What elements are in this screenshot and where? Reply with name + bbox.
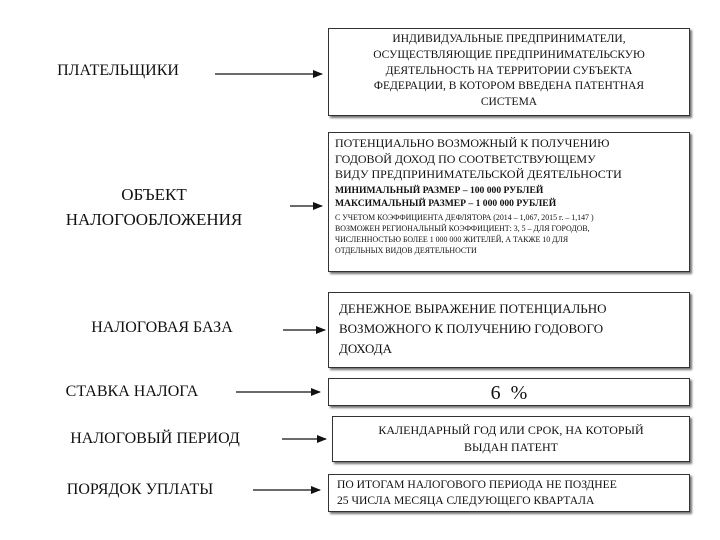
box-object-small-line: С УЧЕТОМ КОЭФФИЦИЕНТА ДЕФЛЯТОРА (2014 – 1,067, 2015 г. – 1,147 ) xyxy=(335,212,594,222)
label-tax-period: НАЛОГОВЫЙ ПЕРИОД xyxy=(70,430,240,447)
box-tax-rate: 6 % xyxy=(328,378,690,406)
label-payers: ПЛАТЕЛЬЩИКИ xyxy=(57,62,179,79)
label-object-line: ОБЪЕКТ xyxy=(121,185,187,204)
box-tax-period-line: КАЛЕНДАРНЫЙ ГОД ИЛИ СРОК, НА КОТОРЫЙ xyxy=(378,423,644,437)
label-object xyxy=(30,182,278,232)
box-object-small-line: ОТДЕЛЬНЫХ ВИДОВ ДЕЯТЕЛЬНОСТИ xyxy=(335,246,477,256)
box-object-line: ГОДОВОЙ ДОХОД ПО СООТВЕТСТВУЮЩЕМУ xyxy=(335,151,596,166)
box-tax-base-line: ДОХОДА xyxy=(339,341,392,356)
box-payment-order-line: ПО ИТОГАМ НАЛОГОВОГО ПЕРИОДА НЕ ПОЗДНЕЕ xyxy=(337,478,617,491)
box-object-line: ПОТЕНЦИАЛЬНО ВОЗМОЖНЫЙ К ПОЛУЧЕНИЮ xyxy=(335,136,610,150)
label-object-line: НАЛОГООБЛОЖЕНИЯ xyxy=(65,210,243,229)
box-object-bold-line: МИНИМАЛЬНЫЙ РАЗМЕР – 100 000 РУБЛЕЙ xyxy=(335,184,544,196)
label-tax-base: НАЛОГОВАЯ БАЗА xyxy=(91,319,233,336)
box-tax-base-line: ДЕНЕЖНОЕ ВЫРАЖЕНИЕ ПОТЕНЦИАЛЬНО xyxy=(339,301,607,316)
box-tax-base-line: ВОЗМОЖНОГО К ПОЛУЧЕНИЮ ГОДОВОГО xyxy=(339,321,604,336)
box-payers xyxy=(328,28,690,116)
box-payers-line: ОСУЩЕСТВЛЯЮЩИЕ ПРЕДПРИНИМАТЕЛЬСКУЮ xyxy=(373,48,645,61)
box-tax-period-line: ВЫДАН ПАТЕНТ xyxy=(464,440,558,454)
box-tax-base xyxy=(328,292,690,368)
box-tax-period xyxy=(332,416,690,462)
box-payers-line: СИСТЕМА xyxy=(480,96,538,109)
label-payment-order: ПОРЯДОК УПЛАТЫ xyxy=(66,481,214,498)
box-payment-order-line: 25 ЧИСЛА МЕСЯЦА СЛЕДУЮЩЕГО КВАРТАЛА xyxy=(337,494,595,507)
box-payers-line: ИНДИВИДУАЛЬНЫЕ ПРЕДПРИНИМАТЕЛИ, xyxy=(392,33,626,45)
box-object xyxy=(328,132,690,272)
box-object-small-line: ЧИСЛЕННОСТЬЮ БОЛЕЕ 1 000 000 ЖИТЕЛЕЙ, А ТАКЖЕ 10 ДЛЯ xyxy=(335,234,569,244)
box-object-bold-line: МАКСИМАЛЬНЫЙ РАЗМЕР – 1 000 000 РУБЛЕЙ xyxy=(335,197,557,209)
box-object-small-line: ВОЗМОЖЕН РЕГИОНАЛЬНЫЙ КОЭФФИЦИЕНТ: 3, 5 – ДЛЯ ГОРОДОВ, xyxy=(335,223,590,233)
box-payers-line: ДЕЯТЕЛЬНОСТЬ НА ТЕРРИТОРИИ СУБЪЕКТА xyxy=(385,64,633,77)
box-payment-order xyxy=(328,474,690,512)
box-object-line: ВИДУ ПРЕДПРИНИМАТЕЛЬСКОЙ ДЕЯТЕЛЬНОСТИ xyxy=(335,167,622,181)
box-payers-line: ФЕДЕРАЦИИ, В КОТОРОМ ВВЕДЕНА ПАТЕНТНАЯ xyxy=(373,80,645,93)
label-tax-rate: СТАВКА НАЛОГА xyxy=(65,383,199,400)
